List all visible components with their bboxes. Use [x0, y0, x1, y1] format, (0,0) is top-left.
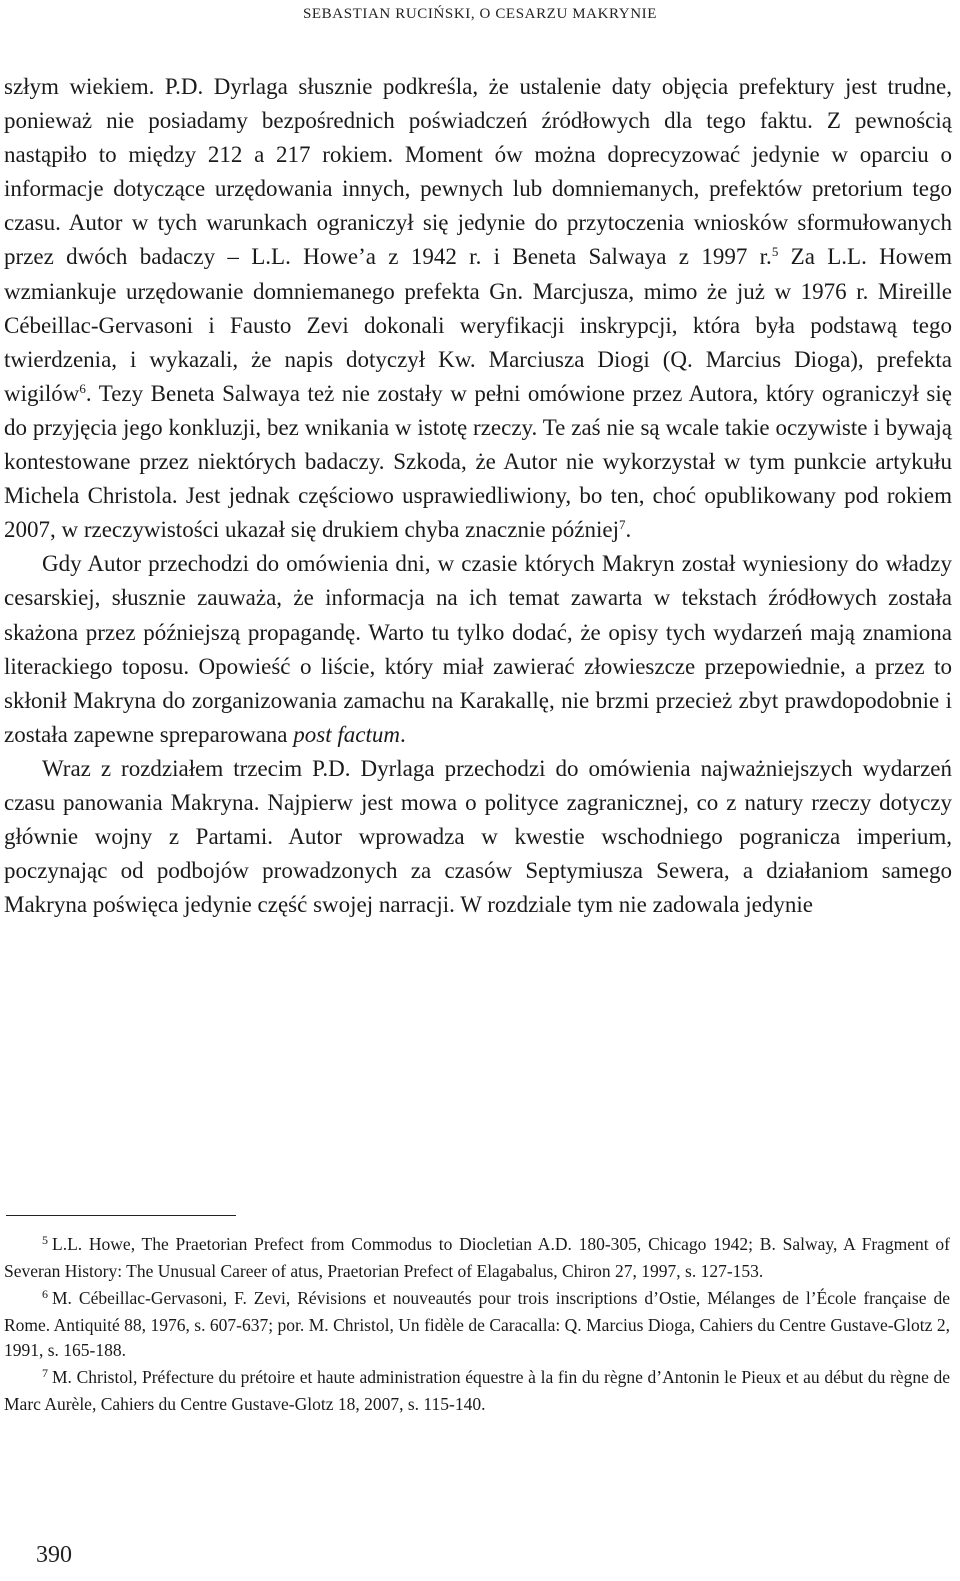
footnote-text: L.L. Howe, The Praetorian Prefect from Commodus to Diocletian A.D. 180-305, Chicago 1942; B. Salway, A Fragment of Severan History: The Unusual Career of atus, Praetorian Prefect of Elagabalus, Chiron 27, 1997, s. 127-153.: [4, 1234, 950, 1281]
paragraph-2: [4, 547, 952, 752]
paragraph-1-part-3: . Tezy Beneta Salwaya też nie zostały w pełni omówione przez Autora, który ograniczył się do przyjęcia jego konkluzji, bez wnikania w istotę rzeczy. Te zaś nie są wcale takie oczywiste i bywają kontestowane przez niektórych badaczy. Szkoda, że Autor nie wykorzystał w tym punkcie artykułu Michela Christola. Jest jednak częściowo usprawiedliwiony, bo ten, choć opublikowany pod rokiem 2007, w rzeczywistości ukazał się drukiem chyba znacznie później: [4, 380, 952, 543]
paragraph-1: [4, 70, 952, 547]
footnote-ref-6[interactable]: 6: [79, 380, 86, 396]
footnote-divider: [6, 1215, 236, 1216]
page-number: 390: [36, 1542, 72, 1568]
paragraph-2-text: Gdy Autor przechodzi do omówienia dni, w czasie których Makryn został wyniesiony do władzy cesarskiej, słusznie zauważa, że informacja na ich temat zawarta w tekstach źródłowych została skażona przez późniejszą propagandę. Warto tu tylko dodać, że opisy tych wydarzeń mają znamiona literackiego toposu. Opowieść o liście, który miał zawierać złowieszcze przepowiednie, a przez to skłonił Makryna do zorganizowania zamachu na Karakallę, nie brzmi przecież zbyt prawdopodobnie i została zapewne spreparowana: [4, 551, 952, 747]
main-text: [4, 70, 952, 922]
footnote-ref-7[interactable]: 7: [619, 517, 626, 533]
paragraph-3: Wraz z rozdziałem trzecim P.D. Dyrlaga przechodzi do omówienia najważniejszych wydarzeń czasu panowania Makryna. Najpierw jest mowa o polityce zagranicznej, co z natury rzeczy dotyczy głównie wojny z Partami. Autor wprowadza w kwestie wschodniego pogranicza imperium, poczynając od podbojów prowadzonych za czasów Septymiusza Sewera, a działaniom samego Makryna poświęca jedynie część swojej narracji. W rozdziale tym nie zadowala jedynie: [4, 755, 952, 918]
footnotes: [4, 1232, 950, 1419]
footnote-number: 5: [42, 1233, 48, 1247]
footnote-number: 7: [42, 1366, 48, 1380]
footnote-6: [4, 1286, 950, 1363]
paragraph-2-end: .: [399, 721, 406, 747]
footnote-7: [4, 1365, 950, 1417]
footnote-5: [4, 1232, 950, 1284]
footnote-text: M. Christol, Préfecture du prétoire et haute administration équestre à la fin du règne d’Antonin le Pieux et au début du règne de Marc Aurèle, Cahiers du Centre Gustave-Glotz 18, 2007, s. 115-140.: [4, 1367, 950, 1414]
paragraph-1-part-1: szłym wiekiem. P.D. Dyrlaga słusznie podkreśla, że ustalenie daty objęcia prefektury jest trudne, ponieważ nie posiadamy bezpośrednich poświadczeń źródłowych dla tego faktu. Z pewnością nastąpiło to między 212 a 217 rokiem. Moment ów można doprecyzować jedynie w oparciu o informacje dotyczące urzędowania innych, pewnych lub domniemanych, prefektów pretorium tego czasu. Autor w tych warunkach ograniczył się jedynie do przytoczenia wniosków sformułowanych przez dwóch badaczy – L.L. Howe’a z 1942 r. i Beneta Salwaya z 1997 r.: [4, 74, 952, 270]
paragraph-2-italic: post factum: [293, 721, 400, 747]
footnote-text: M. Cébeillac-Gervasoni, F. Zevi, Révisions et nouveautés pour trois inscriptions d’Ostie, Mélanges de l’École française de Rome. Antiquité 88, 1976, s. 607-637; por. M. Christol, Un fidèle de Caracalla: Q. Marcius Dioga, Cahiers du Centre Gustave-Glotz 2, 1991, s. 165-188.: [4, 1288, 950, 1360]
running-header: SEBASTIAN RUCIŃSKI, O CESARZU MAKRYNIE: [302, 6, 658, 22]
footnote-number: 6: [42, 1287, 48, 1301]
paragraph-1-part-2: Za L.L. Howem wzmiankuje urzędowanie domniemanego prefekta Gn. Marcjusza, mimo że już w 1976 r. Mireille Cébeillac-Gervasoni i Fausto Zevi dokonali weryfikacji inskrypcji, która była podstawą tego twierdzenia, i wykazali, że napis dotyczył Kw. Marciusza Diogi (Q. Marcius Dioga), prefekta wigilów: [4, 244, 952, 406]
paragraph-1-part-4: .: [625, 517, 632, 543]
footnote-ref-5[interactable]: 5: [771, 244, 779, 260]
